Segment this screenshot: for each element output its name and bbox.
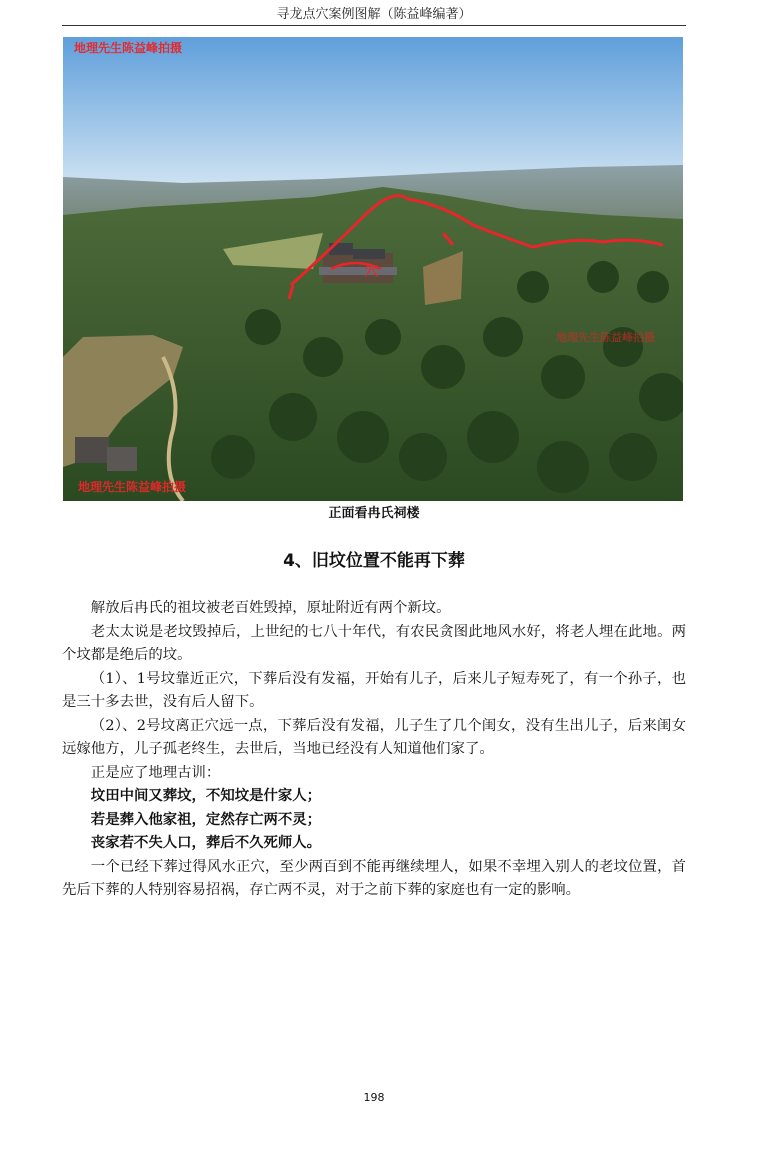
watermark-right: 地理先生陈益峰拍摄 xyxy=(556,331,655,344)
body-text xyxy=(62,597,686,903)
paragraph: （2）、2号坟离正穴远一点，下葬后没有发福，儿子生了几个闺女，没有生出儿子，后来闺女远嫁他方，儿子孤老终生，去世后，当地已经没有人知道他们家了。 xyxy=(62,717,686,757)
aerial-photo-illustration xyxy=(63,37,683,501)
photo-caption: 正面看冉氏祠楼 xyxy=(328,506,420,521)
watermark-bottom: 地理先生陈益峰拍摄 xyxy=(78,480,187,494)
verse-line: 坟田中间又葬坟，不知坟是什家人； xyxy=(90,788,322,804)
paragraph: （1）、1号坟靠近正穴，下葬后没有发福，开始有儿子，后来儿子短寿死了，有一个孙子，也是三十多去世，没有后人留下。 xyxy=(62,670,686,710)
paragraph: 一个已经下葬过得风水正穴，至少两百到不能再继续埋人，如果不幸埋入别人的老坟位置，首先后下葬的人特别容易招祸，存亡两不灵，对于之前下葬的家庭也有一定的影响。 xyxy=(62,858,686,898)
verse-line: 若是葬入他家祖，定然存亡两不灵； xyxy=(90,811,322,828)
paragraph: 老太太说是老坟毁掉后，上世纪的七八十年代，有农民贪图此地风水好，将老人埋在此地。两个坟都是绝后的坟。 xyxy=(62,623,686,663)
paragraph: 正是应了地理古训： xyxy=(90,764,221,781)
watermark-top: 地理先生陈益峰拍摄 xyxy=(74,41,183,55)
sky xyxy=(63,37,683,187)
aerial-photo xyxy=(63,37,683,501)
section-heading: 4、旧坟位置不能再下葬 xyxy=(283,551,465,571)
paragraph: 解放后冉氏的祖坟被老百姓毁掉，原址附近有两个新坟。 xyxy=(90,600,451,616)
running-header: 寻龙点穴案例图解（陈益峰编著） xyxy=(276,7,472,22)
verse-line: 丧家若不失人口，葬后不久死师人。 xyxy=(90,835,322,851)
acupoint-marker: 穴 xyxy=(365,264,379,279)
page-number: 198 xyxy=(363,1091,385,1104)
header-rule xyxy=(62,25,686,26)
